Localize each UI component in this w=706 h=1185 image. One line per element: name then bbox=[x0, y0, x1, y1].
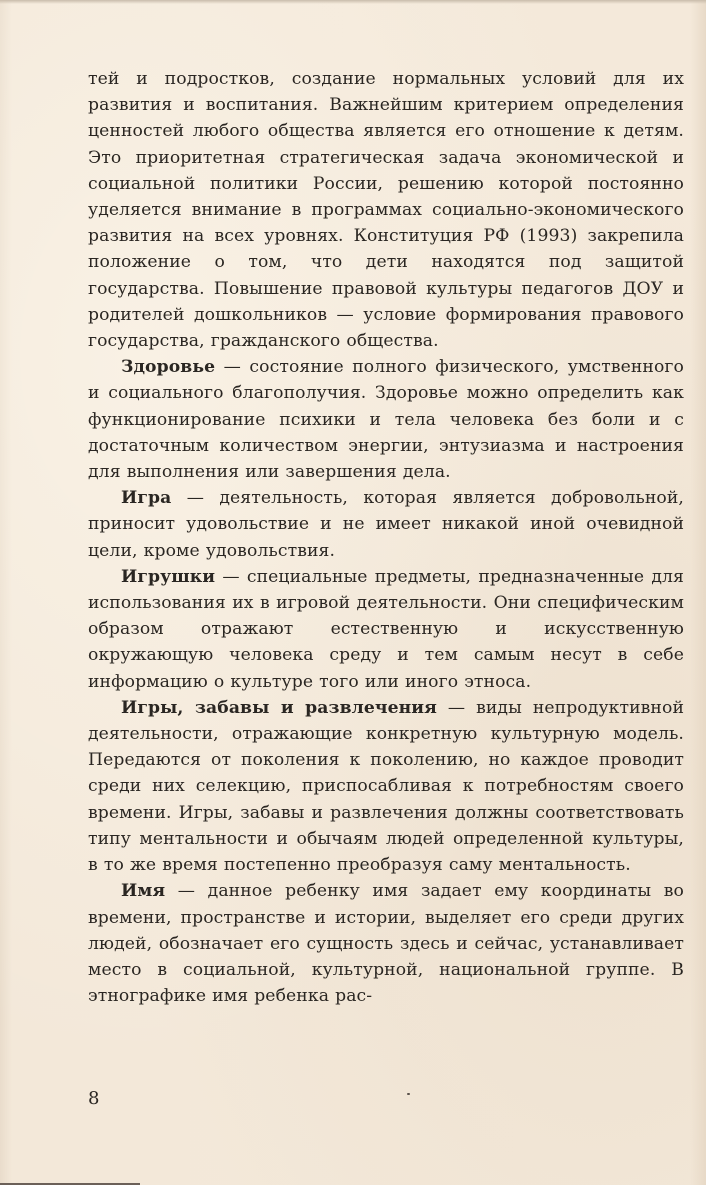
paragraph-term: Игры, забавы и развлечения bbox=[121, 697, 437, 718]
paragraph-health bbox=[88, 354, 684, 485]
paragraph-name bbox=[88, 878, 684, 1009]
paragraph-term: Игра bbox=[121, 488, 172, 509]
paragraph-game bbox=[88, 485, 684, 564]
paragraph-text: — данное ребенку имя задает ему координаты во времени, пространстве и истории, выделяет его среди других людей, обозначает его сущность здесь и сейчас, устанавливает место в социальной, культурной, национальной группе. В этнографике имя ребенка рас- bbox=[88, 881, 684, 1007]
page-number: 8 bbox=[88, 1088, 100, 1109]
print-speck bbox=[407, 1093, 410, 1095]
paragraph-term: Здоровье bbox=[121, 357, 216, 378]
paragraph-games-amusements bbox=[88, 695, 684, 878]
page-top-edge bbox=[0, 0, 706, 4]
paragraph-text: тей и подростков, создание нормальных условий для их развития и воспитания. Важнейшим критерием определения ценностей любого общества является его отношение к детям. Это приоритетная стратегическая задача экономической и социальной политики России, решению которой постоянно уделяется внимание в программах социально-экономического развития на всех уровнях. Конституция РФ (1993) закрепила положение о том, что дети находятся под защитой государства. Повышение правовой культуры педагогов ДОУ и родителей дошкольников — условие формирования правового государства, гражданского общества. bbox=[88, 69, 684, 352]
paragraph-term: Игрушки bbox=[121, 566, 216, 587]
paragraph-text: — состояние полного физического, умственного и социального благополучия. Здоровье можно определить как функционирование психики и тела человека без боли и с достаточным количеством энергии, энтузиазма и настроения для выполнения или завершения дела. bbox=[88, 357, 684, 483]
paragraph-text: — специальные предметы, предназначенные для использования их в игровой деятельности. Они специфическим образом отражают естественную и искусственную окружающую человека среду и тем самым несут в себе информацию о культуре того или иного этноса. bbox=[88, 566, 684, 692]
paragraph-text: — деятельность, которая является добровольной, приносит удовольствие и не имеет никакой иной очевидной цели, кроме удовольствия. bbox=[88, 488, 684, 561]
paragraph-term: Имя bbox=[121, 881, 166, 902]
paragraph-text: — виды непродуктивной деятельности, отражающие конкретную культурную модель. Передаются от поколения к поколению, но каждое проводит среди них селекцию, приспосабливая к потребностям своего времени. Игры, забавы и развлечения должны соответствовать типу ментальности и обычаям людей определенной культуры, в то же время постепенно преобразуя саму ментальность. bbox=[88, 697, 684, 876]
paragraph-toys bbox=[88, 564, 684, 695]
paragraph-continuation bbox=[88, 66, 684, 354]
page-body bbox=[88, 66, 684, 1009]
